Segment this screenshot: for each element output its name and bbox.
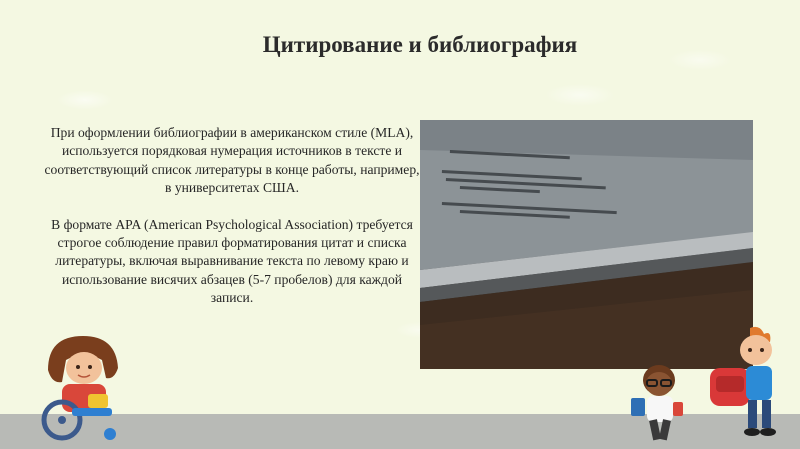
paragraph-mla: При оформлении библиографии в американском стиле (MLA), используется порядковая нумерация источников в тексте и соответствующий список литературы в конце работы, например, в университетах США.: [44, 125, 420, 196]
boy-with-books-illustration: [625, 362, 695, 446]
slide-body: [42, 124, 422, 326]
wheelchair-girl-illustration: [28, 330, 138, 442]
paragraph-apa: В формате APA (American Psychological Association) требуется строгое соблюдение правил форматирования цитат и списка литературы, включая выравнивание текста по левому краю и использование висячих абзацев (5-7 пробелов) для каждой записи.: [51, 216, 413, 306]
kid-with-backpack-illustration: [700, 322, 798, 442]
slide-title: Цитирование и библиография: [262, 32, 578, 57]
